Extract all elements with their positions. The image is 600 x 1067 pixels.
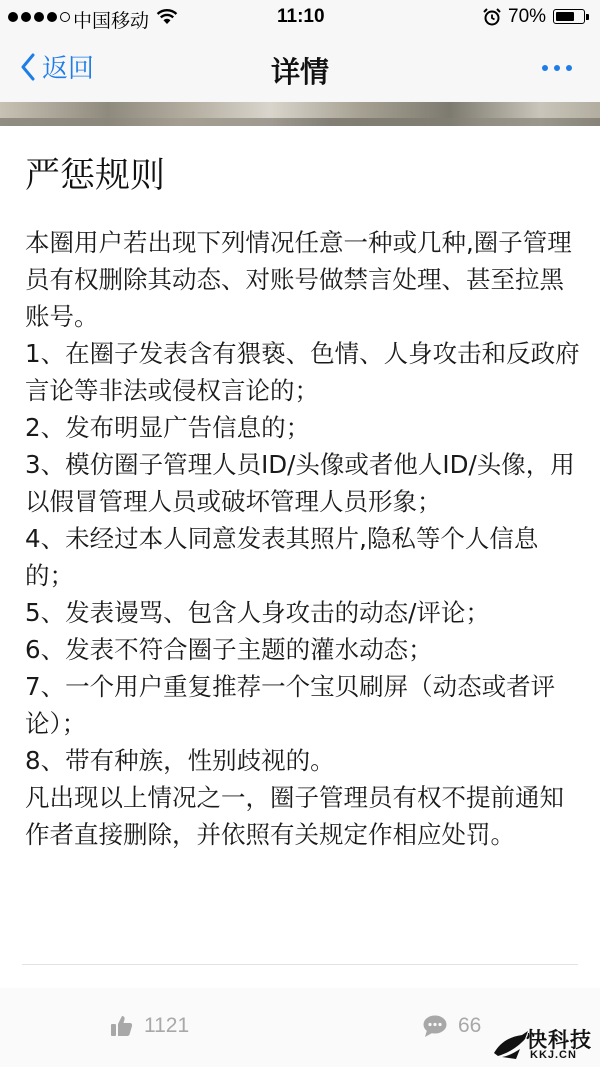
rule-conclusion: 凡出现以上情况之一，圈子管理员有权不提前通知作者直接删除，并依照有关规定作相应处罚。: [25, 783, 564, 849]
carrier-name: 中国移动: [73, 11, 150, 32]
more-options-icon[interactable]: [542, 65, 572, 71]
status-bar: [0, 0, 600, 34]
rule-intro: 本圈用户若出现下列情况任意一种或几种,圈子管理员有权删除其动态、对账号做禁言处理、甚至拉黑账号。: [25, 228, 572, 331]
rule-item-3: 3、模仿圈子管理人员ID/头像或者他人ID/头像，用以假冒管理人员或破坏管理人员形象；: [25, 450, 575, 516]
thumbs-up-icon: [110, 1014, 134, 1038]
bird-logo-icon: [492, 1023, 530, 1063]
rule-item-7: 7、一个用户重复推荐一个宝贝刷屏（动态或者评论）；: [25, 672, 556, 738]
article-content: [25, 150, 585, 853]
signal-dots-icon: [8, 12, 70, 22]
wifi-icon: [156, 8, 178, 31]
banner-image: [0, 102, 600, 126]
rule-item-4: 4、未经过本人同意发表其照片,隐私等个人信息的；: [25, 524, 539, 590]
watermark-domain: KKJ.CN: [530, 1049, 577, 1061]
alarm-clock-icon: [482, 7, 502, 33]
comment-button[interactable]: [422, 1014, 481, 1038]
comment-count: 66: [458, 1014, 482, 1037]
article-title: 严惩规则: [25, 156, 166, 196]
watermark-text: 快科技: [526, 1028, 592, 1052]
battery-icon: [553, 9, 585, 24]
rule-item-1: 1、在圈子发表含有猥亵、色情、人身攻击和反政府言论等非法或侵权言论的；: [25, 339, 580, 405]
like-button[interactable]: [110, 1014, 189, 1038]
rule-item-5: 5、发表谩骂、包含人身攻击的动态/评论；: [25, 598, 490, 627]
divider: [22, 964, 578, 965]
article-body: [25, 224, 585, 853]
comment-bubble-icon: [422, 1014, 448, 1038]
rule-item-6: 6、发表不符合圈子主题的灌水动态；: [25, 635, 433, 664]
battery-nub: [586, 14, 589, 20]
back-label: 返回: [42, 54, 95, 84]
rule-item-8: 8、带有种族，性别歧视的。: [25, 746, 335, 775]
status-time: 11:10: [277, 6, 325, 27]
page-title: 详情: [270, 55, 329, 89]
battery-percentage: 70%: [508, 6, 547, 27]
rule-item-2: 2、发布明显广告信息的；: [25, 413, 311, 442]
navigation-bar: [0, 34, 600, 102]
like-count: 1121: [144, 1014, 190, 1037]
watermark-logo: [492, 1023, 596, 1063]
